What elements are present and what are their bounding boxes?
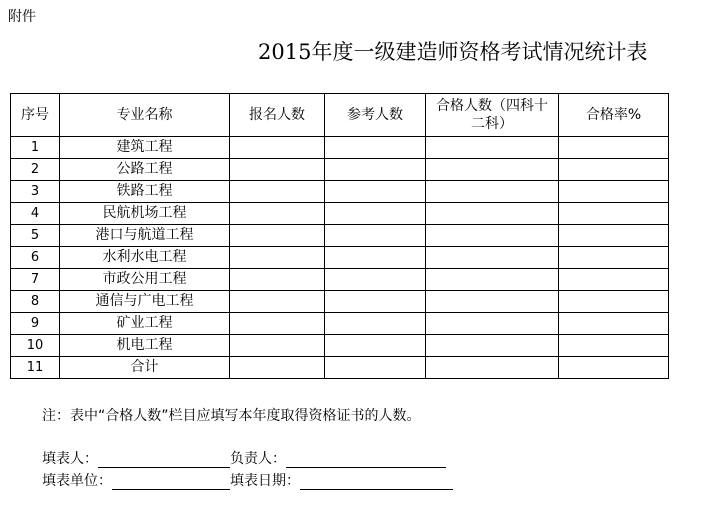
qualified-count-cell[interactable] [426, 335, 559, 357]
qualified-count-cell[interactable] [426, 225, 559, 247]
header-participant-count: 参考人数 [325, 94, 426, 137]
pass-rate-cell[interactable] [559, 269, 669, 291]
statistics-table [10, 93, 669, 379]
header-pass-rate: 合格率% [559, 94, 669, 137]
row-specialty-name: 合计 [60, 357, 230, 379]
row-serial-number: 9 [11, 313, 60, 335]
registered-count-cell[interactable] [230, 203, 325, 225]
page-title: 2015年度一级建造师资格考试情况统计表 [258, 40, 648, 64]
qualified-count-cell[interactable] [426, 269, 559, 291]
row-specialty-name: 矿业工程 [60, 313, 230, 335]
row-serial-number: 1 [11, 137, 60, 159]
table-row [11, 313, 669, 335]
pass-rate-cell[interactable] [559, 137, 669, 159]
row-serial-number: 2 [11, 159, 60, 181]
table-row [11, 137, 669, 159]
participant-count-cell[interactable] [325, 313, 426, 335]
participant-count-cell[interactable] [325, 357, 426, 379]
pass-rate-cell[interactable] [559, 247, 669, 269]
pass-rate-cell[interactable] [559, 335, 669, 357]
participant-count-cell[interactable] [325, 159, 426, 181]
registered-count-cell[interactable] [230, 313, 325, 335]
row-specialty-name: 民航机场工程 [60, 203, 230, 225]
row-serial-number: 8 [11, 291, 60, 313]
participant-count-cell[interactable] [325, 137, 426, 159]
row-specialty-name: 机电工程 [60, 335, 230, 357]
row-serial-number: 3 [11, 181, 60, 203]
participant-count-cell[interactable] [325, 291, 426, 313]
signature-row-unit [42, 470, 453, 490]
header-qualified-count: 合格人数（四科十二科） [426, 94, 559, 137]
unit-label: 填表单位： [42, 473, 112, 489]
row-serial-number: 7 [11, 269, 60, 291]
registered-count-cell[interactable] [230, 335, 325, 357]
date-label: 填表日期： [230, 473, 300, 489]
row-specialty-name: 水利水电工程 [60, 247, 230, 269]
participant-count-cell[interactable] [325, 247, 426, 269]
qualified-count-cell[interactable] [426, 181, 559, 203]
row-serial-number: 11 [11, 357, 60, 379]
table-row [11, 269, 669, 291]
registered-count-cell[interactable] [230, 159, 325, 181]
table-header-row [11, 94, 669, 137]
row-specialty-name: 通信与广电工程 [60, 291, 230, 313]
qualified-count-cell[interactable] [426, 159, 559, 181]
table-row [11, 357, 669, 379]
table-row [11, 181, 669, 203]
row-serial-number: 5 [11, 225, 60, 247]
qualified-count-cell[interactable] [426, 313, 559, 335]
participant-count-cell[interactable] [325, 225, 426, 247]
table-row [11, 335, 669, 357]
table-row [11, 225, 669, 247]
qualified-count-cell[interactable] [426, 357, 559, 379]
pass-rate-cell[interactable] [559, 203, 669, 225]
registered-count-cell[interactable] [230, 269, 325, 291]
header-specialty-name: 专业名称 [60, 94, 230, 137]
qualified-count-cell[interactable] [426, 291, 559, 313]
registered-count-cell[interactable] [230, 181, 325, 203]
responsible-label: 负责人： [230, 451, 286, 467]
registered-count-cell[interactable] [230, 357, 325, 379]
registered-count-cell[interactable] [230, 137, 325, 159]
row-specialty-name: 建筑工程 [60, 137, 230, 159]
pass-rate-cell[interactable] [559, 313, 669, 335]
pass-rate-cell[interactable] [559, 181, 669, 203]
date-field[interactable] [300, 473, 453, 490]
participant-count-cell[interactable] [325, 203, 426, 225]
qualified-count-cell[interactable] [426, 247, 559, 269]
pass-rate-cell[interactable] [559, 291, 669, 313]
row-serial-number: 6 [11, 247, 60, 269]
participant-count-cell[interactable] [325, 181, 426, 203]
row-serial-number: 10 [11, 335, 60, 357]
qualified-count-cell[interactable] [426, 137, 559, 159]
registered-count-cell[interactable] [230, 247, 325, 269]
row-specialty-name: 市政公用工程 [60, 269, 230, 291]
filler-label: 填表人： [42, 451, 98, 467]
participant-count-cell[interactable] [325, 269, 426, 291]
table-row [11, 291, 669, 313]
header-registered-count: 报名人数 [230, 94, 325, 137]
registered-count-cell[interactable] [230, 225, 325, 247]
table-row [11, 203, 669, 225]
table-row [11, 159, 669, 181]
table-row [11, 247, 669, 269]
row-specialty-name: 港口与航道工程 [60, 225, 230, 247]
table-note: 注：表中“合格人数”栏目应填写本年度取得资格证书的人数。 [42, 408, 421, 424]
unit-field[interactable] [112, 473, 230, 490]
pass-rate-cell[interactable] [559, 159, 669, 181]
registered-count-cell[interactable] [230, 291, 325, 313]
row-specialty-name: 铁路工程 [60, 181, 230, 203]
participant-count-cell[interactable] [325, 335, 426, 357]
header-serial-number: 序号 [11, 94, 60, 137]
signature-row-people [42, 448, 446, 468]
filler-field[interactable] [98, 451, 230, 468]
pass-rate-cell[interactable] [559, 225, 669, 247]
qualified-count-cell[interactable] [426, 203, 559, 225]
responsible-field[interactable] [286, 451, 446, 468]
attachment-label: 附件 [8, 9, 36, 25]
row-serial-number: 4 [11, 203, 60, 225]
pass-rate-cell[interactable] [559, 357, 669, 379]
row-specialty-name: 公路工程 [60, 159, 230, 181]
